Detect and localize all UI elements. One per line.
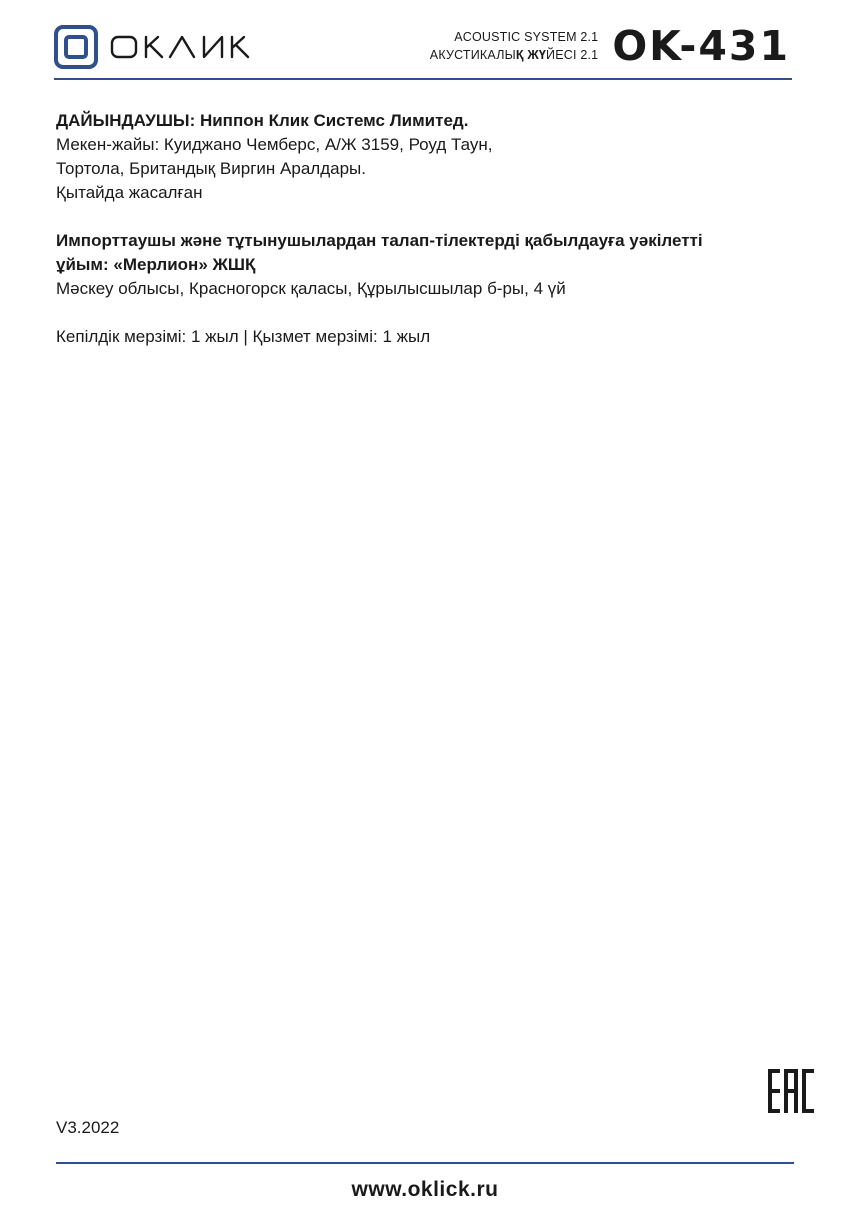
- system-name-en: ACOUSTIC SYSTEM 2.1: [454, 30, 599, 44]
- document-version: V3.2022: [56, 1118, 120, 1137]
- brand-logo: [54, 25, 290, 69]
- manufacturer-address-line2: Тортола, Британдық Виргин Аралдары.: [56, 159, 366, 178]
- importer-heading-line2: ұйым: «Мерлион» ЖШҚ: [56, 255, 256, 274]
- website-link[interactable]: www.oklick.ru: [351, 1178, 499, 1201]
- product-header: [430, 22, 790, 70]
- footer-divider: [56, 1162, 794, 1164]
- importer-heading-line1: Импорттаушы және тұтынушылардан талап-тілектерді қабылдауға уәкілетті: [56, 231, 703, 250]
- brand-wordmark: [110, 32, 290, 62]
- eac-mark-icon: [768, 1069, 814, 1113]
- document-body: [56, 109, 816, 349]
- header-divider: [54, 78, 792, 80]
- oklick-logo-icon: [54, 25, 98, 69]
- warranty-info: Кепілдік мерзімі: 1 жыл | Қызмет мерзімі: 1 жыл: [56, 327, 431, 346]
- importer-address: Мәскеу облысы, Красногорск қаласы, Құрылысшылар б-ры, 4 үй: [56, 279, 566, 298]
- country-of-origin: Қытайда жасалған: [56, 183, 203, 202]
- manufacturer-heading: ДАЙЫНДАУШЫ: Ниппон Клик Системс Лимитед.: [56, 111, 469, 130]
- manufacturer-address-line1: Мекен-жайы: Куиджано Чемберс, А/Ж 3159, Роуд Таун,: [56, 135, 493, 154]
- system-name-kz: АКУСТИКАЛЫҚ ЖҮЙЕСІ 2.1: [429, 48, 599, 62]
- product-type: [430, 28, 599, 64]
- model-number: OK-431: [612, 22, 790, 70]
